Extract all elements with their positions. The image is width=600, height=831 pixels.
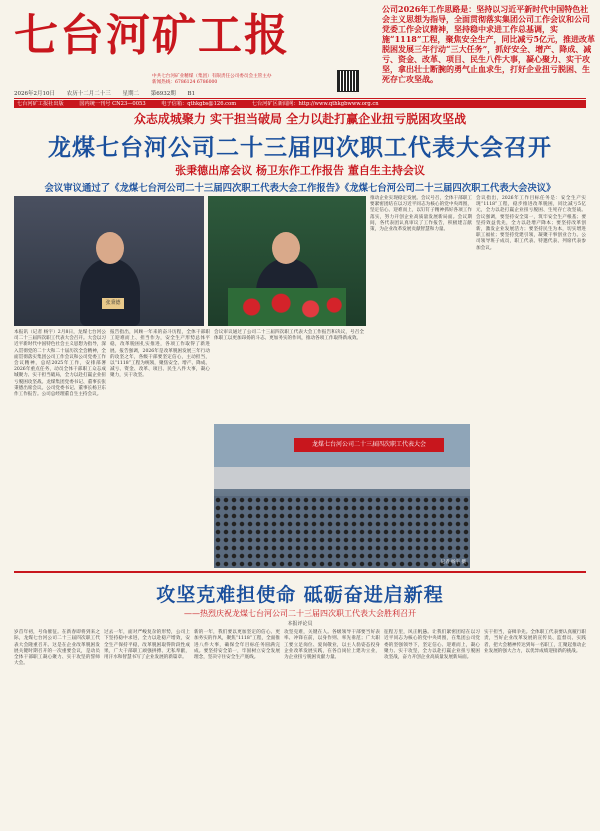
nameplate: 张秉德 bbox=[102, 298, 124, 309]
feature-col2: 过去一年，面对严峻复杂的形势，公司上下坚持稳中求进，全力以赴稳产增效，安全生产保持平稳，改革脱困取得阶段性成果，广大干部职工顽强拼搏、无私奉献，用汗水和智慧书写了企业发展的新篇章。 bbox=[104, 630, 190, 661]
flower-arrangement bbox=[228, 288, 346, 326]
feature-headline[interactable]: 攻坚克难担使命 砥砺奋进启新程 bbox=[156, 584, 444, 606]
speaker-photo-right[interactable] bbox=[208, 196, 366, 326]
feature-subheadline: ——热烈庆祝龙煤七台河公司二十三届四次职工代表大会胜利召开 bbox=[184, 609, 416, 618]
hotline-line: 新闻热线：6786124 6786000 bbox=[152, 80, 218, 85]
lead-article-col5: 会议指出，2026年工作目标任务是：安全生产实现“1118”工程，稳步推进改革脱困，同比减亏5亿元，全力以赴打赢企业扭亏脱困、生死存亡攻坚战。会议强调，要坚持安全第一，筑牢安全生产根基；要坚持效益优先，全力以赴增产降本；要坚持改革创新，激发企业发展活力；要坚持民生为本，切实增进职工福祉；要坚持党建引领，凝聚干事创业合力。公司领导班子成员，职工代表、特邀代表、列席代表参加会议。 bbox=[476, 196, 586, 251]
conference-hall-photo[interactable] bbox=[214, 424, 470, 568]
stage-banner: 龙煤七台河公司二十三届四次职工代表大会 bbox=[294, 438, 444, 452]
audience bbox=[214, 496, 470, 568]
weekday: 星期二 bbox=[122, 91, 140, 97]
dateline bbox=[14, 89, 586, 99]
feature-col1: 岁首年初，号角催征。在新春即将到来之际，龙煤七台河公司二十三届四次职工代表大会隆重召开。这是在企业改革脱困发展关键时期召开的一次重要会议，是动员全体干部职工凝心聚力、实干攻坚的誓师大会。 bbox=[14, 630, 100, 667]
lunar-date: 农历十二月二十三 bbox=[66, 91, 111, 97]
lead-article-col2: 报告指出，回顾一年来的奋斗历程，全体干部职工迎难而上、担当作为，安全生产形势总体平稳，改革脱困扎实推进，各项工作取得了新进展。报告强调，2026年是改革脱困发展三年行动的攻坚之年，各级干部要坚定信心，主动担当，以“1118”工程为统领，聚焦安全、增产、降成、减亏、资金、改革、项目、民生八件大事，凝心聚力，实干攻坚。 bbox=[110, 330, 210, 379]
person-head bbox=[272, 232, 300, 264]
feature-author: 本报评论员 bbox=[287, 621, 313, 627]
lead-article-col4: 推动企业实现稳定发展。会议号召，全体干部职工要紧密团结在以习近平同志为核心的党中央周围，坚定信心、迎难而上，以钉钉子精神抓好各项工作落实，努力开创企业高质量发展新局面。会议期间，各代表团认真审议了工作报告，积极建言献策，为企业改革发展贡献智慧和力量。 bbox=[370, 196, 472, 233]
publisher-line: 中共七台河矿业精煤（集团）有限责任公司委员会主管主办 bbox=[152, 74, 272, 79]
header-banner-text: 公司2026年工作思路是：坚持以习近平新时代中国特色社会主义思想为指导，全面贯彻落实集团公司工作会议和公司党委工作会议精神，坚持稳中求进工作总基调，实施“1118”工程，聚焦安全生产，同比减亏5亿元，推进改革脱困发展三年行动“三大任务”，抓好安全、增产、降成、减亏、资金、改革、项目、民生八件大事，凝心聚力、实干攻坚，拿出壮士断腕的勇气止血求生，打好企业扭亏脱困、生死存亡攻坚战。 bbox=[382, 4, 596, 84]
lead-article-col1: 本报讯（记者 杨宇）2月8日，龙煤七台河公司二十三届四次职工代表大会召开。大会以习近平新时代中国特色社会主义思想为指导，深入贯彻党的二十大和二十届历次全会精神，全面贯彻落实集团公司工作会议和公司党委工作会议精神，总结2025年工作，安排部署2026年重点任务，动员全体干部职工众志成城聚力、实干担当破局，全力以赴打赢企业扭亏脱困攻坚战。龙煤集团党委书记、董事长张秉德出席会议。公司党委书记、董事长杨卫东作工作报告。公司总经理董自生主持会议。 bbox=[14, 330, 106, 398]
feature-col3: 新的一年，我们要以更加坚定的信心、更加务实的作风，聚焦“1118”工程，全面推进八件大事，确保全年目标任务圆满完成。要坚持安全第一，牢固树立安全发展理念，坚决守住安全生产底线。 bbox=[194, 630, 280, 661]
lead-subheadline: 张秉德出席会议 杨卫东作工作报告 董自生主持会议 bbox=[175, 164, 425, 177]
publisher-name: 七台河矿工报社出版 bbox=[17, 101, 64, 107]
feature-col5: 征程万里，风正帆悬。让我们紧密团结在以习近平同志为核心的党中央周围，在集团公司党委的坚强领导下，坚定信心、迎难而上，凝心聚力、实干攻坚，全力以赴打赢企业扭亏脱困攻坚战，奋力开创企业高质量发展新局面。 bbox=[384, 630, 480, 661]
email-link[interactable]: 电子信箱：qthkgbs@126.com bbox=[161, 101, 237, 107]
feature-col4: 攻坚克难，关键在人。各级领导干部要当好表率、冲锋在前，以身作则、率先垂范；广大职工要立足岗位、爱岗敬业，以主人翁姿态投身企业改革发展实践，在各自岗位上建功立业，为企业扭亏脱困贡献力量。 bbox=[284, 630, 380, 661]
page-number: B1 bbox=[187, 91, 196, 97]
publisher-info bbox=[152, 74, 332, 86]
cn-number: 国内统一刊号 CN23—0053 bbox=[79, 101, 146, 107]
speaker-photo-left[interactable] bbox=[14, 196, 204, 326]
section-divider bbox=[14, 571, 586, 573]
person-figure bbox=[80, 258, 140, 326]
lead-article-col3: 会议审议通过了公司二十三届四次职工代表大会工作报告和决议，号召全体职工以更加昂扬的斗志、更加务实的作风，推动各项工作取得新成效。 bbox=[214, 330, 364, 342]
website-link[interactable]: 七台河矿区新闻网：http://www.qthkgbwww.org.cn bbox=[251, 101, 379, 107]
photo-credit: 记者 杨宇 摄 bbox=[440, 560, 466, 565]
lead-kicker: 众志成城聚力 实干担当破局 全力以赴打赢企业扭亏脱困攻坚战 bbox=[133, 112, 467, 126]
issue-number: 第6932期 bbox=[150, 91, 176, 97]
lead-summary: 会议审议通过了《龙煤七台河公司二十三届四次职工代表大会工作报告》《龙煤七台河公司二十三届四次职工代表大会决议》 bbox=[44, 183, 556, 194]
lead-headline[interactable]: 龙煤七台河公司二十三届四次职工代表大会召开 bbox=[48, 134, 552, 161]
masthead-title: 七台河矿工报 bbox=[14, 10, 290, 61]
info-bar bbox=[14, 100, 586, 108]
date: 2026年2月10日 bbox=[14, 91, 55, 97]
feature-col6: 实干担当，奋楫争先。全体职工代表要认真履行职责，当好企业改革发展的宣传员、监督员、实践者，把大会精神传达到每一名职工，汇聚起推动企业发展的强大合力，以优异成绩迎接新的挑战。 bbox=[484, 630, 586, 654]
person-head bbox=[96, 232, 124, 264]
